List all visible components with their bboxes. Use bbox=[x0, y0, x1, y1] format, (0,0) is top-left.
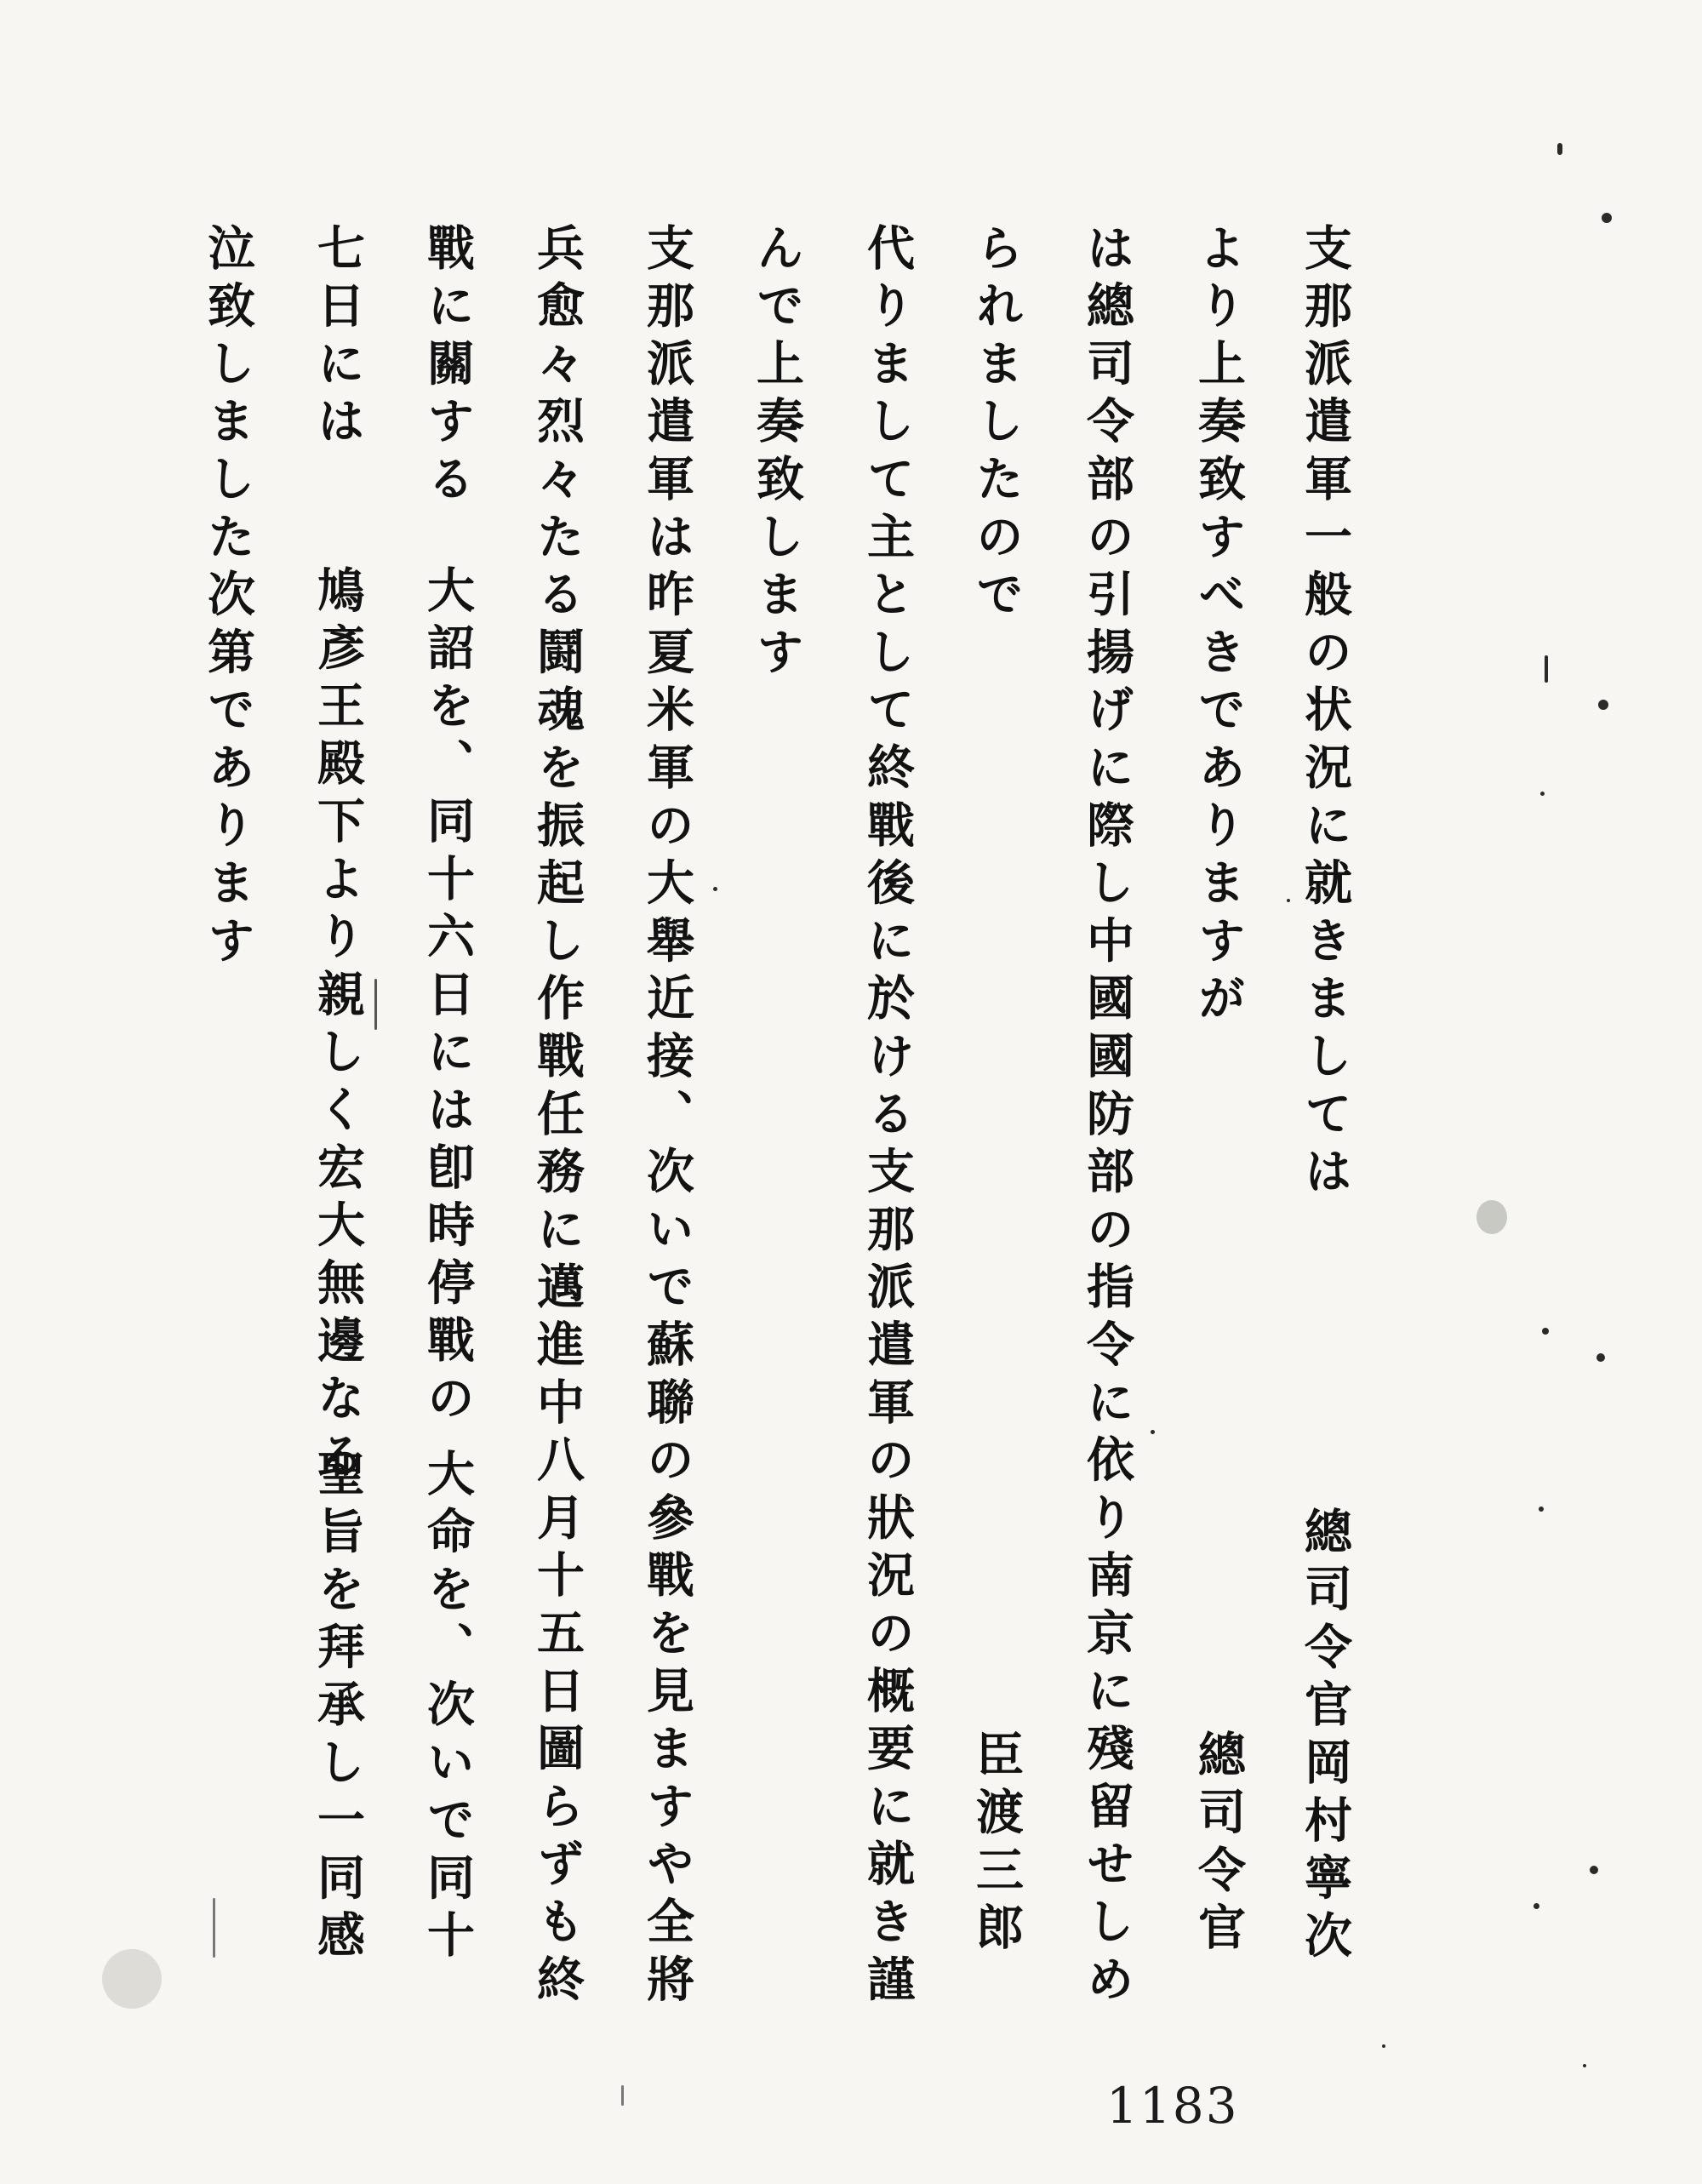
scan-speck bbox=[1598, 700, 1608, 710]
scan-speck bbox=[1557, 143, 1562, 155]
column-10-bottom-text: 聖旨を拜承し一同感 bbox=[310, 1449, 366, 1969]
text-column-8 bbox=[523, 223, 591, 2036]
scan-speck bbox=[1476, 1200, 1507, 1234]
scan-speck bbox=[213, 1898, 215, 1958]
column-8-top-text: 兵愈々烈々たる鬪魂を振起し作戰任務に邁進中八月十五日圖らずも終 bbox=[529, 223, 585, 2012]
scan-speck bbox=[1596, 1353, 1605, 1362]
scan-speck bbox=[1545, 655, 1548, 683]
text-column-1 bbox=[1291, 223, 1359, 2036]
column-1-top-text: 支那派遣軍一般の状況に就きましては bbox=[1297, 223, 1353, 1204]
column-4-bottom-text: 臣渡三郎 bbox=[968, 1729, 1025, 1961]
scan-speck bbox=[1583, 2064, 1586, 2067]
column-9-top-text: 戰に關する bbox=[420, 223, 476, 512]
column-7-top-text: 支那派遣軍は昨夏米軍の大舉近接、次いで蘇聯の參戰を見ますや全將 bbox=[639, 223, 695, 2012]
column-10-middle-text: 鳩彥王殿下より親しく宏大無邊なる bbox=[310, 565, 366, 1489]
text-column-11 bbox=[194, 223, 262, 2036]
text-column-2 bbox=[1185, 223, 1253, 2036]
scan-speck bbox=[1590, 1866, 1598, 1874]
scan-speck bbox=[374, 979, 377, 1030]
column-6-top-text: んで上奏致します bbox=[749, 223, 805, 685]
text-column-7 bbox=[633, 223, 701, 2036]
column-4-top-text: られましたので bbox=[968, 223, 1025, 627]
page-number: 1183 bbox=[1106, 2077, 1239, 2135]
text-column-6 bbox=[743, 223, 811, 2036]
text-column-9 bbox=[414, 223, 482, 2036]
scan-speck bbox=[1534, 1903, 1539, 1909]
scan-speck bbox=[713, 887, 717, 891]
column-1-bottom-text: 總司令官岡村寧次 bbox=[1297, 1507, 1353, 1969]
column-11-top-text: 泣致しました次第であります bbox=[200, 223, 256, 974]
scan-speck bbox=[1602, 213, 1612, 223]
column-9-middle-text: 大詔を、同十六日には卽時停戰の bbox=[420, 565, 476, 1431]
scan-speck bbox=[1540, 792, 1545, 796]
column-5-top-text: 代りまして主として終戰後に於ける支那派遣軍の狀況の概要に就き謹 bbox=[860, 223, 916, 2012]
scan-speck bbox=[1542, 1328, 1549, 1335]
column-2-top-text: より上奏致すべきでありますが bbox=[1191, 223, 1247, 1032]
scan-speck bbox=[1382, 2044, 1385, 2048]
scan-speck bbox=[1539, 1507, 1544, 1512]
scan-speck bbox=[1287, 899, 1290, 902]
column-2-bottom-text: 總司令官 bbox=[1191, 1729, 1247, 1961]
scan-speck bbox=[1151, 1430, 1155, 1434]
scan-speck bbox=[102, 1949, 162, 2009]
text-column-4 bbox=[962, 223, 1031, 2036]
scan-speck bbox=[621, 2085, 624, 2106]
column-10-top-text: 七日には bbox=[310, 223, 366, 455]
column-9-bottom-text: 大命を、次いで同十 bbox=[420, 1449, 476, 1969]
text-column-3 bbox=[1073, 223, 1141, 2036]
column-3-top-text: は總司令部の引揚げに際し中國國防部の指令に依り南京に殘留せしめ bbox=[1079, 223, 1135, 2012]
text-column-10 bbox=[304, 223, 372, 2036]
text-column-5 bbox=[854, 223, 922, 2036]
